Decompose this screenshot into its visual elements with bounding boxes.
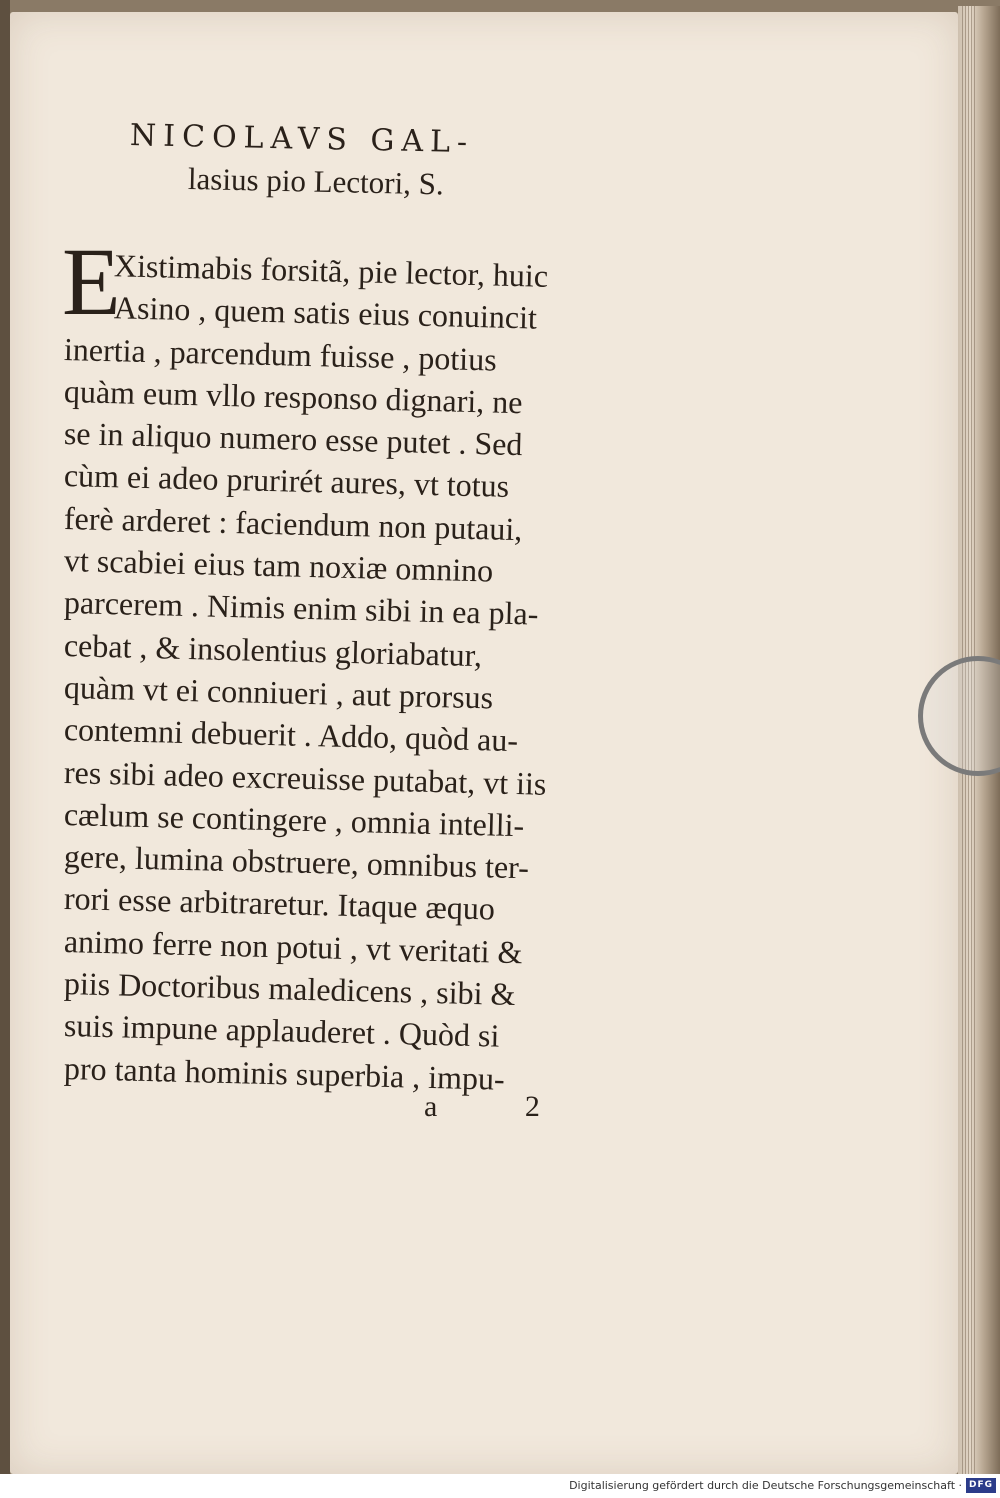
text-line: animo ferre non potui , vt veritati & bbox=[63, 922, 523, 970]
drop-cap: E bbox=[62, 228, 121, 335]
signature-mark: a 2 bbox=[424, 1090, 580, 1123]
book-gutter-shadow bbox=[0, 0, 10, 1474]
text-line: parcerem . Nimis enim sibi in ea pla- bbox=[63, 584, 539, 632]
text-line: inertia , parcendum fuisse , potius bbox=[63, 330, 498, 378]
text-line: ferè arderet : faciendum non putaui, bbox=[63, 499, 523, 547]
text-line: suis impune applauderet . Quòd si bbox=[63, 1007, 500, 1054]
text-line: Asino , quem satis eius conuincit bbox=[113, 289, 538, 336]
footer-credit: Digitalisierung gefördert durch die Deutsche Forschungsgemeinschaft · bbox=[569, 1479, 962, 1492]
body-text bbox=[62, 228, 664, 1097]
text-line: cælum se contingere , omnia intelli- bbox=[63, 795, 525, 844]
text-line: cebat , & insolentius gloriabatur, bbox=[63, 626, 483, 673]
text-line: vt scabiei eius tam noxiæ omnino bbox=[63, 542, 494, 589]
text-line: Xistimabis forsitã, pie lector, huic bbox=[113, 247, 549, 294]
heading-line-1: NICOLAVS GAL- bbox=[129, 118, 475, 161]
text-line: quàm eum vllo responso dignari, ne bbox=[63, 372, 523, 421]
text-line: contemni debuerit . Addo, quòd au- bbox=[63, 711, 519, 759]
text-line: cùm ei adeo prurirét aures, vt totus bbox=[63, 457, 510, 505]
dfg-logo-icon: DFG bbox=[966, 1478, 996, 1493]
text-line: gere, lumina obstruere, omnibus ter- bbox=[63, 838, 530, 886]
footer-bar bbox=[0, 1474, 1000, 1498]
text-line: piis Doctoribus maledicens , sibi & bbox=[63, 965, 516, 1013]
text-line: res sibi adeo excreuisse putabat, vt iis bbox=[63, 753, 547, 802]
text-line: se in aliquo numero esse putet . Sed bbox=[63, 415, 523, 463]
heading-line-2: lasius pio Lectori, S. bbox=[187, 161, 445, 202]
text-line: rori esse arbitraretur. Itaque æquo bbox=[63, 880, 496, 927]
text-line: pro tanta hominis superbia , impu- bbox=[63, 1049, 506, 1097]
heading bbox=[129, 118, 650, 202]
text-line: quàm vt ei conniueri , aut prorsus bbox=[63, 668, 494, 716]
